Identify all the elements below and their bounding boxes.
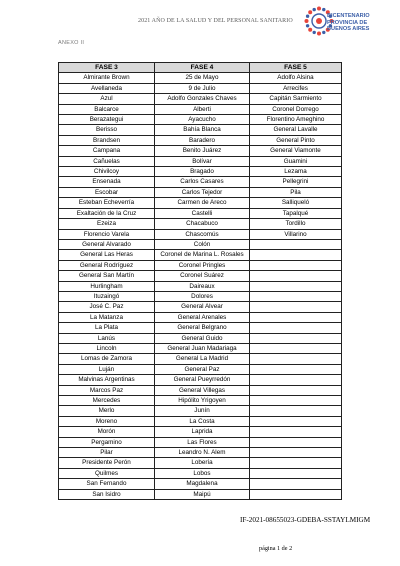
table-row xyxy=(59,219,342,229)
fase-5-cell: General Viamonte xyxy=(250,146,342,156)
fase-3-cell: Pergamino xyxy=(59,437,155,447)
fase-4-cell: Alberti xyxy=(155,104,250,114)
table-row xyxy=(59,260,342,270)
fase-3-cell: Hurlingham xyxy=(59,281,155,291)
table-row xyxy=(59,239,342,249)
fase-3-cell: José C. Paz xyxy=(59,302,155,312)
fase-4-cell: Bragado xyxy=(155,167,250,177)
fase-4-cell: General Arenales xyxy=(155,312,250,322)
fase-3-cell: San Isidro xyxy=(59,489,155,499)
fase-4-cell: Castelli xyxy=(155,208,250,218)
fase-5-cell xyxy=(250,312,342,322)
table-row xyxy=(59,281,342,291)
fase-4-cell: Laprida xyxy=(155,427,250,437)
table-row xyxy=(59,94,342,104)
fase-3-cell: Presidente Perón xyxy=(59,458,155,468)
table-row xyxy=(59,364,342,374)
fase-4-cell: General Pueyrredón xyxy=(155,375,250,385)
logo-text xyxy=(327,13,397,33)
fase-4-cell: Dolores xyxy=(155,291,250,301)
fase-5-cell: Adolfo Alsina xyxy=(250,73,342,83)
table-row xyxy=(59,312,342,322)
fase-5-cell xyxy=(250,333,342,343)
fase-5-cell xyxy=(250,468,342,478)
table-row xyxy=(59,458,342,468)
fase-4-cell: Hipólito Yrigoyen xyxy=(155,396,250,406)
fase-5-cell xyxy=(250,385,342,395)
fase-3-cell: General Rodríguez xyxy=(59,260,155,270)
fase-3-cell: Merlo xyxy=(59,406,155,416)
table-row xyxy=(59,375,342,385)
fase-5-cell xyxy=(250,239,342,249)
table-row xyxy=(59,250,342,260)
fase-3-cell: Morón xyxy=(59,427,155,437)
fase-5-cell: Florentino Ameghino xyxy=(250,115,342,125)
table-row xyxy=(59,427,342,437)
fase-3-cell: Luján xyxy=(59,364,155,374)
fase-5-cell xyxy=(250,250,342,260)
fase-5-cell xyxy=(250,448,342,458)
fase-5-cell xyxy=(250,437,342,447)
fase-4-cell: General Villegas xyxy=(155,385,250,395)
fase-3-cell: Avellaneda xyxy=(59,83,155,93)
fase-4-cell: Benito Juárez xyxy=(155,146,250,156)
logo-text-line: BUENOS AIRES xyxy=(327,26,370,32)
fase-3-cell: La Plata xyxy=(59,323,155,333)
fase-3-cell: Ituzaingó xyxy=(59,291,155,301)
fase-5-cell xyxy=(250,406,342,416)
table-row xyxy=(59,208,342,218)
table-row xyxy=(59,156,342,166)
fase-3-cell: Marcos Paz xyxy=(59,385,155,395)
fase-3-cell: Quilmes xyxy=(59,468,155,478)
fase-4-cell: Coronel de Marina L. Rosales xyxy=(155,250,250,260)
table-header-row xyxy=(59,63,342,73)
fase-4-cell: Daireaux xyxy=(155,281,250,291)
fase-5-cell xyxy=(250,416,342,426)
fase-3-cell: Ezeiza xyxy=(59,219,155,229)
fase-5-cell: Lezama xyxy=(250,167,342,177)
table-row xyxy=(59,489,342,499)
fase-3-cell: Ensenada xyxy=(59,177,155,187)
table-row xyxy=(59,167,342,177)
fase-5-cell: Villarino xyxy=(250,229,342,239)
fase-5-cell: Arrecifes xyxy=(250,83,342,93)
logo-text-line: BICENTENARIO xyxy=(327,13,370,19)
table-row xyxy=(59,416,342,426)
fase-3-cell: Esteban Echeverría xyxy=(59,198,155,208)
fase-3-cell: La Matanza xyxy=(59,312,155,322)
fase-3-cell: General Las Heras xyxy=(59,250,155,260)
fase-5-cell: Pila xyxy=(250,187,342,197)
fase-5-cell xyxy=(250,458,342,468)
table-body xyxy=(59,73,342,500)
fase-4-cell: 9 de Julio xyxy=(155,83,250,93)
fase-5-cell: Guamini xyxy=(250,156,342,166)
table-row xyxy=(59,229,342,239)
fase-5-cell xyxy=(250,354,342,364)
fase-4-cell: General Paz xyxy=(155,364,250,374)
table-row xyxy=(59,406,342,416)
table-row xyxy=(59,73,342,83)
table-row xyxy=(59,302,342,312)
column-header-fase-3: FASE 3 xyxy=(59,63,155,73)
header-title: 2021 AÑO DE LA SALUD Y DEL PERSONAL SANITARIO xyxy=(138,18,293,24)
fase-5-cell xyxy=(250,302,342,312)
fases-table xyxy=(58,62,342,500)
fase-5-cell: General Pinto xyxy=(250,135,342,145)
fase-3-cell: San Fernando xyxy=(59,479,155,489)
fase-4-cell: Chascomús xyxy=(155,229,250,239)
fase-3-cell: Florencio Varela xyxy=(59,229,155,239)
fase-4-cell: General Juan Madariaga xyxy=(155,343,250,353)
fase-5-cell: Tapalqué xyxy=(250,208,342,218)
fase-5-cell xyxy=(250,343,342,353)
fase-3-cell: Exaltación de la Cruz xyxy=(59,208,155,218)
fase-5-cell xyxy=(250,375,342,385)
fase-5-cell xyxy=(250,323,342,333)
fase-3-cell: Campana xyxy=(59,146,155,156)
fase-3-cell: Lomas de Zamora xyxy=(59,354,155,364)
fase-4-cell: Adolfo Gonzales Chaves xyxy=(155,94,250,104)
table-row xyxy=(59,448,342,458)
fase-4-cell: Coronel Pringles xyxy=(155,260,250,270)
fase-5-cell xyxy=(250,489,342,499)
table-row xyxy=(59,343,342,353)
table-row xyxy=(59,104,342,114)
fase-3-cell: Mercedes xyxy=(59,396,155,406)
fase-4-cell: Lobos xyxy=(155,468,250,478)
table-row xyxy=(59,135,342,145)
fase-4-cell: Coronel Suárez xyxy=(155,271,250,281)
fase-5-cell: Tordillo xyxy=(250,219,342,229)
fase-4-cell: Baradero xyxy=(155,135,250,145)
table-row xyxy=(59,354,342,364)
fase-4-cell: Colón xyxy=(155,239,250,249)
fase-4-cell: Bolívar xyxy=(155,156,250,166)
table-row xyxy=(59,177,342,187)
fase-3-cell: Almirante Brown xyxy=(59,73,155,83)
table-row xyxy=(59,385,342,395)
fase-4-cell: Carmen de Areco xyxy=(155,198,250,208)
fase-3-cell: Chivilcoy xyxy=(59,167,155,177)
table-row xyxy=(59,323,342,333)
fase-4-cell: Leandro N. Alem xyxy=(155,448,250,458)
fase-3-cell: Balcarce xyxy=(59,104,155,114)
fase-5-cell xyxy=(250,479,342,489)
fase-3-cell: Moreno xyxy=(59,416,155,426)
fase-5-cell xyxy=(250,427,342,437)
fase-3-cell: Berazategui xyxy=(59,115,155,125)
fase-5-cell xyxy=(250,291,342,301)
fase-4-cell: Bahía Blanca xyxy=(155,125,250,135)
fase-5-cell: Capitán Sarmiento xyxy=(250,94,342,104)
column-header-fase-5: FASE 5 xyxy=(250,63,342,73)
fase-3-cell: Lanús xyxy=(59,333,155,343)
anexo-label: ANEXO II xyxy=(58,40,85,46)
table-row xyxy=(59,333,342,343)
document-id: IF-2021-08655023-GDEBA-SSTAYLMIGM xyxy=(240,516,371,524)
fase-5-cell xyxy=(250,260,342,270)
fase-4-cell: Carlos Tejedor xyxy=(155,187,250,197)
table-row xyxy=(59,115,342,125)
fase-4-cell: General La Madrid xyxy=(155,354,250,364)
fase-5-cell xyxy=(250,364,342,374)
table-row xyxy=(59,437,342,447)
fase-3-cell: General Alvarado xyxy=(59,239,155,249)
table-row xyxy=(59,187,342,197)
fase-4-cell: Magdalena xyxy=(155,479,250,489)
logo-text-line: PROVINCIA DE xyxy=(327,19,368,26)
fase-3-cell: Brandsen xyxy=(59,135,155,145)
fase-5-cell xyxy=(250,271,342,281)
table-row xyxy=(59,468,342,478)
fase-3-cell: Malvinas Argentinas xyxy=(59,375,155,385)
fase-3-cell: Berisso xyxy=(59,125,155,135)
fase-4-cell: 25 de Mayo xyxy=(155,73,250,83)
table-row xyxy=(59,146,342,156)
table-row xyxy=(59,291,342,301)
fase-3-cell: Azul xyxy=(59,94,155,104)
fase-4-cell: Junín xyxy=(155,406,250,416)
table-row xyxy=(59,271,342,281)
table-row xyxy=(59,198,342,208)
fase-4-cell: General Belgrano xyxy=(155,323,250,333)
table-row xyxy=(59,479,342,489)
table-row xyxy=(59,125,342,135)
fase-5-cell: Coronel Dorrego xyxy=(250,104,342,114)
fase-4-cell: Ayacucho xyxy=(155,115,250,125)
table-row xyxy=(59,396,342,406)
fase-4-cell: Carlos Casares xyxy=(155,177,250,187)
fase-5-cell: Salliqueló xyxy=(250,198,342,208)
fase-3-cell: Cañuelas xyxy=(59,156,155,166)
fase-5-cell: General Lavalle xyxy=(250,125,342,135)
fase-4-cell: Maipú xyxy=(155,489,250,499)
fase-4-cell: General Guido xyxy=(155,333,250,343)
fase-5-cell xyxy=(250,281,342,291)
page-number: página 1 de 2 xyxy=(259,545,293,552)
fase-3-cell: General San Martín xyxy=(59,271,155,281)
fase-4-cell: La Costa xyxy=(155,416,250,426)
column-header-fase-4: FASE 4 xyxy=(155,63,250,73)
fase-3-cell: Lincoln xyxy=(59,343,155,353)
fase-4-cell: Lobería xyxy=(155,458,250,468)
fase-4-cell: Chacabuco xyxy=(155,219,250,229)
fase-4-cell: Las Flores xyxy=(155,437,250,447)
fase-3-cell: Escobar xyxy=(59,187,155,197)
fase-5-cell xyxy=(250,396,342,406)
fase-4-cell: General Alvear xyxy=(155,302,250,312)
fase-5-cell: Pellegrini xyxy=(250,177,342,187)
table-row xyxy=(59,83,342,93)
fase-3-cell: Pilar xyxy=(59,448,155,458)
